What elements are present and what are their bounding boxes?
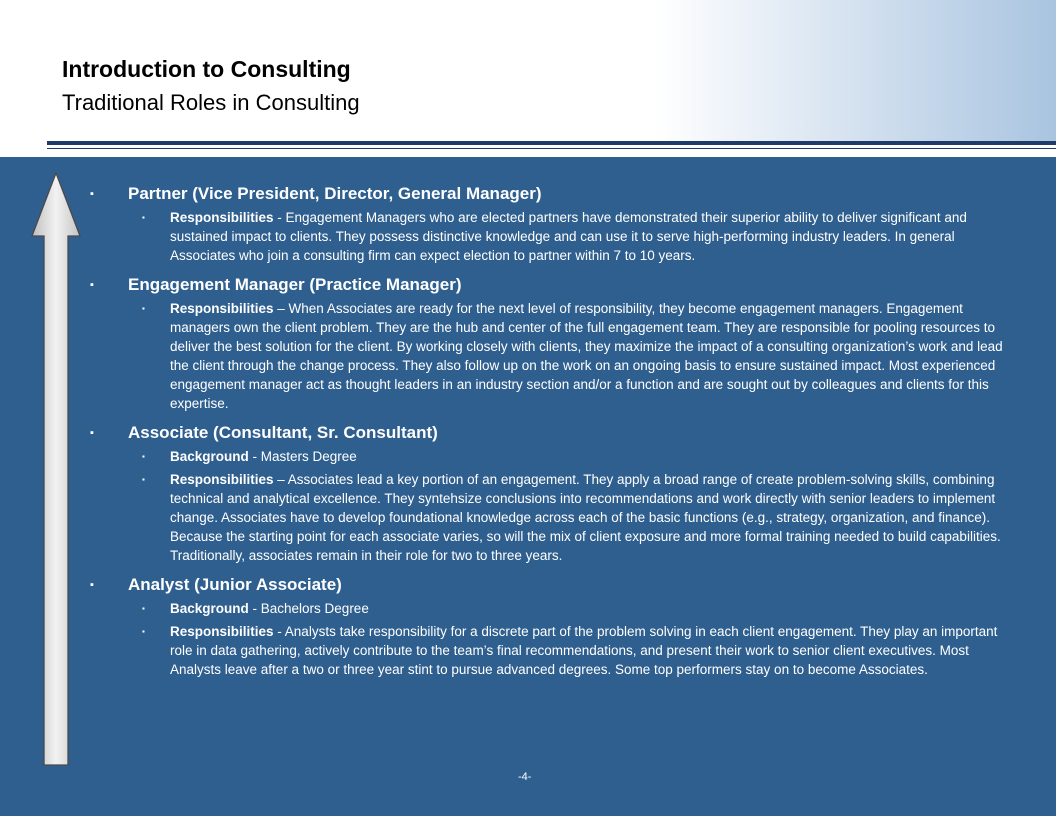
detail-label: Responsibilities [170, 210, 274, 225]
detail-separator: - [273, 210, 286, 225]
detail-separator: - [273, 624, 285, 639]
detail-text: Analysts take responsibility for a discrete part of the problem solving in each client engagement. They play an important role in data gathering, actively contribute to the team’s final recommendations, and present their work to senior client executives. Most Analysts leave after a two or three year stint to pursue advanced degrees. Some top performers stay on to become Associates. [170, 624, 998, 677]
detail-text: Masters Degree [260, 449, 357, 464]
detail-text: Bachelors Degree [260, 601, 369, 616]
role-heading-text: Associate (Consultant, Sr. Consultant) [128, 423, 438, 442]
up-arrow-icon [0, 157, 90, 816]
square-bullet-icon: ▪ [142, 627, 145, 636]
detail-label: Responsibilities [170, 472, 274, 487]
square-bullet-icon: ▪ [142, 452, 145, 461]
detail-label: Background [170, 601, 249, 616]
detail-separator: – [273, 301, 289, 316]
detail-separator: - [248, 449, 261, 464]
role-heading-text: Analyst (Junior Associate) [128, 575, 342, 594]
detail-text: Engagement Managers who are elected partners have demonstrated their superior ability to deliver significant and sustained impact to clients. They possess distinctive knowledge and can use it to serve high-performing industry leaders. In general Associates who join a consulting firm can expect election to partner within 7 to 10 years. [170, 210, 967, 263]
role-heading-partner [90, 184, 1010, 204]
detail-label: Background [170, 449, 249, 464]
square-bullet-icon: ▪ [142, 604, 145, 613]
square-bullet-icon: ▪ [142, 475, 145, 484]
content-panel [0, 157, 1056, 816]
header-banner [0, 0, 1056, 142]
role-detail-item [90, 599, 1010, 618]
square-bullet-icon: ▪ [142, 213, 145, 222]
detail-text: Associates lead a key portion of an engagement. They apply a broad range of create problem-solving skills, combining technical and analytical excellence. They syntehsize conclusions into recommendations and work directly with senior leaders to implement change. Associates have to develop foundational knowledge across each of the basic functions (e.g., strategy, organization, and finance). Because the starting point for each associate varies, so will the mix of client exposure and more formal training needed to build capabilities. Traditionally, associates remain in their role for two to three years. [170, 472, 1001, 563]
square-bullet-icon: ▪ [142, 304, 145, 313]
role-heading-engagement-manager [90, 275, 1010, 295]
detail-label: Responsibilities [170, 301, 274, 316]
roles-list [90, 184, 1010, 679]
header-divider [47, 141, 1056, 145]
page-subtitle: Traditional Roles in Consulting [62, 90, 360, 115]
square-bullet-icon: ▪ [90, 427, 94, 439]
role-heading-text: Engagement Manager (Practice Manager) [128, 275, 462, 294]
role-detail-item [90, 622, 1010, 679]
role-detail-item [90, 208, 1010, 265]
role-heading-text: Partner (Vice President, Director, General Manager) [128, 184, 542, 203]
role-detail-item [90, 470, 1010, 565]
role-detail-item [90, 299, 1010, 413]
detail-separator: - [248, 601, 261, 616]
header-divider-thin [47, 148, 1056, 149]
page-number: -4- [518, 771, 532, 783]
page-title: Introduction to Consulting [62, 56, 351, 82]
square-bullet-icon: ▪ [90, 279, 94, 291]
role-detail-item [90, 447, 1010, 466]
detail-label: Responsibilities [170, 624, 274, 639]
square-bullet-icon: ▪ [90, 188, 94, 200]
role-heading-analyst [90, 575, 1010, 595]
detail-text: When Associates are ready for the next level of responsibility, they become engagement managers. Engagement managers own the client problem. They are the hub and center of the full engagement team. They are responsible for pooling resources to deliver the best solution for the client. By working closely with clients, they maximize the impact of a consulting organization’s work and lead the client through the change process. They also follow up on the work on an ongoing basis to ensure sustained impact. Most experienced engagement manager act as thought leaders in an industry section and/or a function and are sought out by colleagues and clients for this expertise. [170, 301, 1003, 411]
square-bullet-icon: ▪ [90, 579, 94, 591]
detail-separator: – [273, 472, 288, 487]
role-heading-associate [90, 423, 1010, 443]
